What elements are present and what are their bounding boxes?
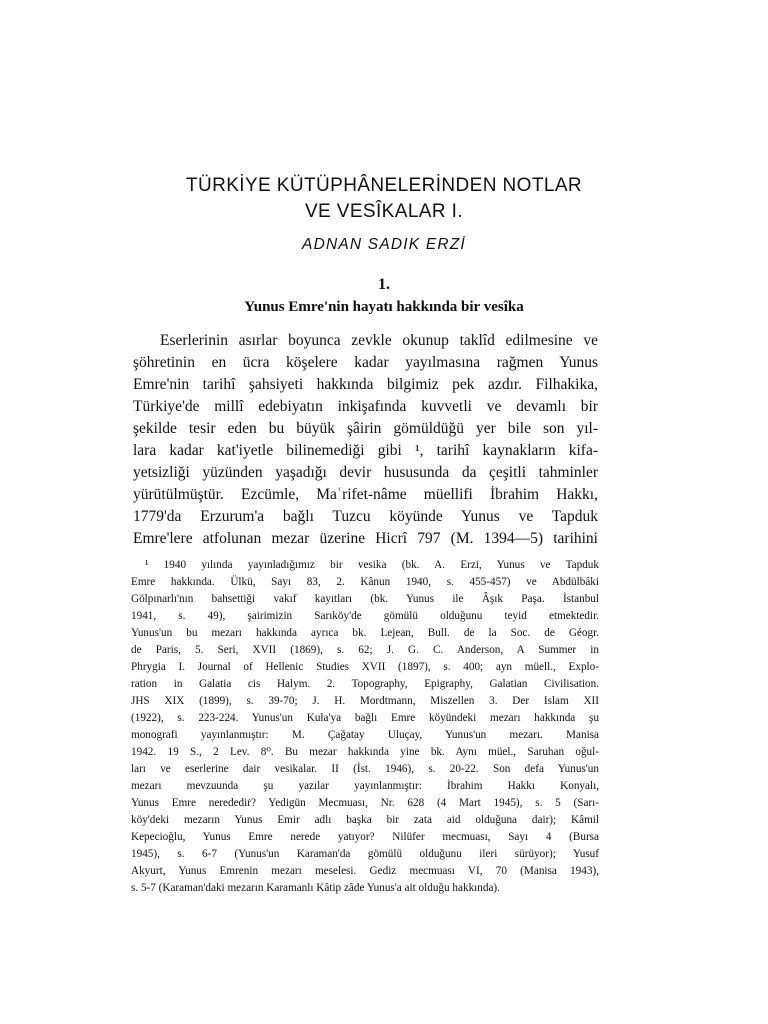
footnote-line: Akyurt, Yunus Emrenin mezarı meselesi. Gediz mecmuası VI, 70 (Manisa 1943),: [131, 865, 599, 877]
footnote-line: 1941, s. 49), şairimizin Sarıköy'de gömülü olduğunu teyid etmektedir.: [131, 610, 599, 622]
footnote-line: ration in Galatia cis Halym. 2. Topography, Epigraphy, Galatian Civilisation.: [131, 678, 599, 690]
body-line: yürütülmüştür. Ezcümle, Maʿrifet-nâme müellifi İbrahim Hakkı,: [133, 486, 598, 503]
section-title: Yunus Emre'nin hayatı hakkında bir vesîka: [244, 299, 524, 315]
footnote-line: mezarı mevzuunda şu yazılar yayınlanmıştır: İbrahim Hakkı Konyalı,: [131, 780, 599, 792]
footnote-line: Yunus Emre neredediṙ? Yedigün Mecmuası, Nr. 628 (4 Mart 1945), s. 5 (Sarı-: [131, 797, 599, 809]
body-line: şekilde tesir eden bu büyük şâirin gömüldüğü yer bile son yıl-: [133, 420, 598, 437]
footnote-line: köy'deki mezarın Yunus Emir adlı başka bir zata aid olduğuna dair); Kâmil: [131, 814, 599, 826]
body-line: lara kadar kat'iyetle bilinemediği gibi ¹, tarihî kaynakların kifa-: [133, 442, 598, 459]
footnote-line: Phrygia I. Journal of Hellenic Studies XVII (1897), s. 400; ayn müell., Explo-: [131, 661, 599, 673]
section-number: 1.: [378, 276, 390, 293]
footnote-line: JHS XIX (1899), s. 39-70; J. H. Mordtmann, Miszellen 3. Der Islam XII: [131, 695, 599, 707]
footnote-line: Yunus'un bu mezarı hakkında ayrıca bk. Lejean, Bull. de la Soc. de Géogr.: [131, 627, 599, 639]
footnote-line: ları ve eserlerine dair vesikalar. II (İst. 1946), s. 20-22. Son defa Yunus'un: [131, 763, 599, 775]
footnote-line: Kepecioğlu, Yunus Emre nerede yatıyor? Nilüfer mecmuası, Sayı 4 (Bursa: [131, 831, 599, 843]
body-line: yetsizliği yüzünden yaşadığı devir hususunda da çeşitli tahminler: [133, 464, 598, 481]
footnote-line: 1945), s. 6-7 (Yunus'un Karaman'da gömülü olduğunu ileri sürüyor); Yusuf: [131, 848, 599, 860]
footnote-line: monografi yayınlanmıştır: M. Çağatay Uluçay, Yunus'un mezarı. Manisa: [131, 729, 599, 741]
footnote-line: 1942. 19 S., 2 Lev. 8⁰. Bu mezar hakkında yine bk. Aynı müel., Saruhan oğul-: [131, 746, 599, 758]
footnote-line: Emre hakkında. Ülkü, Sayı 83, 2. Kânun 1940, s. 455-457) ve Abdülbâki: [131, 576, 599, 588]
body-line: Emre'nin tarihî şahsiyeti hakkında bilgimiz pek azdır. Filhakika,: [133, 376, 598, 393]
footnote-line: (1922), s. 223-224. Yunus'un Kula'ya bağlı Emre köyündeki mezarı hakkında şu: [131, 712, 599, 724]
footnote-line: de Paris, 5. Seri, XVII (1869), s. 62; J. G. C. Anderson, A Summer in: [131, 644, 599, 656]
footnote-line: s. 5-7 (Karaman'daki mezarın Karamanlı Kâtip zâde Yunus'a ait olduğu hakkında).: [131, 882, 500, 894]
body-line: şöhretinin en ücra köşelere kadar yayılmasına rağmen Yunus: [133, 354, 598, 371]
article-title-line-1: TÜRKİYE KÜTÜPHÂNELERİNDEN NOTLAR: [185, 175, 583, 196]
footnote-line: Gölpınarlı'nın bahsettiği vakıf kayıtları (bk. Yunus ile Âşık Paşa. İstanbul: [131, 593, 599, 605]
footnote-line: ¹ 1940 yılında yayınladığımız bir vesika (bk. A. Erzi, Yunus ve Tapduk: [145, 559, 599, 571]
body-line: Emre'lere atfolunan mezar üzerine Hicrî 797 (M. 1394—5) tarihini: [133, 530, 598, 547]
body-line: Türkiye'de millî edebiyatın inkişafında kuvvetli ve devamlı bir: [133, 398, 598, 415]
body-line: Eserlerinin asırlar boyunca zevkle okunup taklîd edilmesine ve: [160, 332, 598, 349]
author-name: ADNAN SADIK ERZİ: [302, 236, 466, 253]
body-line: 1779'da Erzurum'a bağlı Tuzcu köyünde Yunus ve Tapduk: [133, 508, 598, 525]
article-title-line-2: VE VESÎKALAR I.: [304, 201, 464, 222]
